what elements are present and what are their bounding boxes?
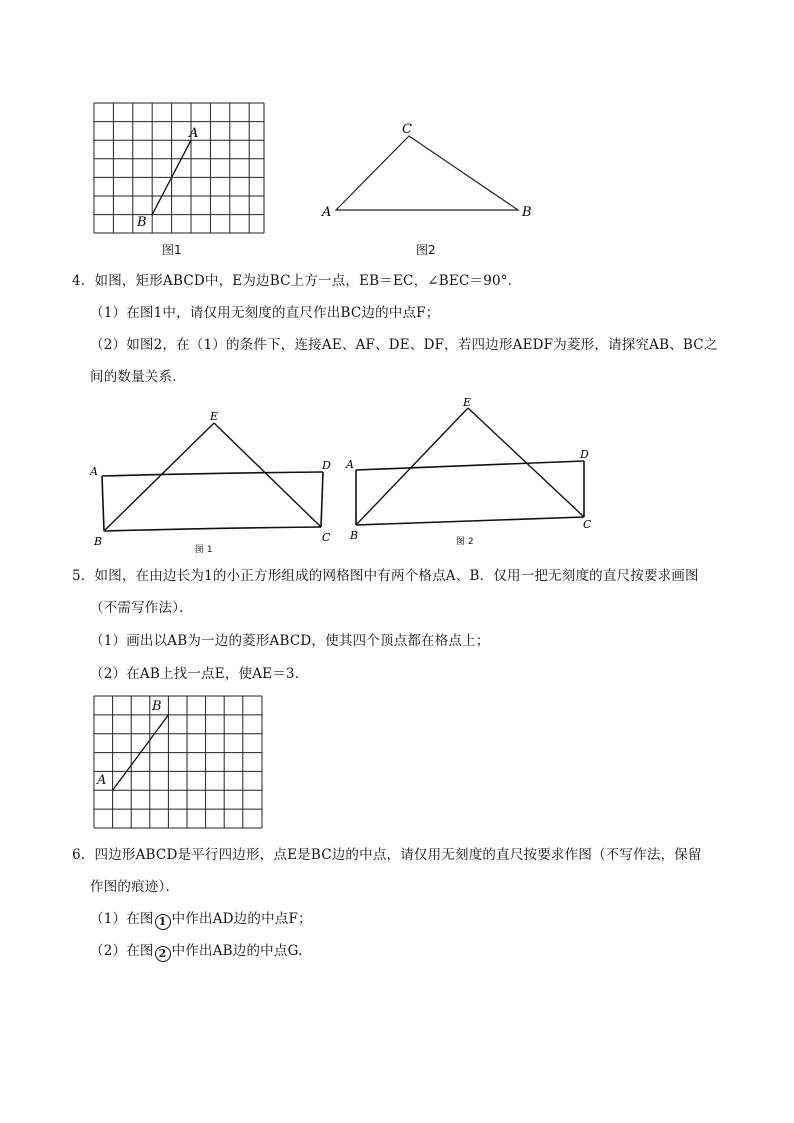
q4f1-label-c: C [322, 531, 331, 544]
q6-part2-circled-number: 2 [155, 946, 171, 962]
q6-part1-circled-number: 1 [155, 914, 171, 930]
q5-grid-figure [90, 693, 270, 833]
q4-part1: （1）在图1中，请仅用无刻度的直尺作出BC边的中点F； [90, 305, 440, 321]
q5-number: 5． [72, 568, 95, 584]
q4f2-label-c: C [583, 518, 592, 531]
q6-part1-post: 中作出AD边的中点F； [171, 911, 312, 927]
q4f2-label-d: D [580, 448, 589, 461]
q6-part2-pre: （2）在图 [90, 943, 154, 959]
q5-stem-line2: （不需写作法）． [90, 600, 193, 616]
q4-figure-2 [344, 394, 594, 544]
q6-number: 6． [72, 847, 95, 863]
top-grid-figure [90, 100, 270, 260]
q5-part2: （2）在AB上找一点E，使AE＝3． [90, 666, 309, 682]
q4-number: 4． [72, 273, 95, 289]
q4f1-label-e: E [210, 410, 219, 423]
q5-label-a: A [97, 773, 107, 788]
triangle-label-a: A [322, 205, 332, 220]
triangle-caption: 图2 [416, 243, 436, 257]
triangle-label-b: B [522, 205, 532, 220]
q6-part2 [90, 941, 303, 962]
q6-stem-line2: 作图的痕迹）． [90, 879, 180, 895]
q6-stem-line1 [72, 845, 702, 865]
q4f2-label-a: A [346, 458, 354, 471]
q5-part1: （1）画出以AB为一边的菱形ABCD，使其四个顶点都在格点上； [90, 633, 490, 649]
q4-fig1-caption: 图 1 [195, 545, 213, 555]
q5-label-b: B [152, 699, 162, 714]
grid1-label-b: B [137, 215, 147, 230]
q6-part2-post: 中作出AB边的中点G. [171, 943, 303, 959]
q4f1-label-b: B [94, 535, 103, 548]
q4-stem [72, 271, 521, 291]
q6-stem-text: 四边形ABCD是平行四边形，点E是BC边的中点，请仅用无刻度的直尺按要求作图（不写作法，保留 [94, 847, 702, 863]
q4-stem-text: 如图，矩形ABCD中，E为边BC上方一点，EB＝EC，∠BEC＝90°． [94, 273, 522, 289]
q5-stem-text: 如图，在由边长为1的小正方形组成的网格图中有两个格点A、B．仅用一把无刻度的直尺按要求画图 [94, 568, 699, 584]
q4-part2-line2: 间的数量关系． [90, 369, 186, 385]
q6-part1 [90, 909, 312, 930]
q4f2-label-e: E [463, 396, 472, 409]
q4-fig2-caption: 图 2 [456, 537, 474, 547]
q4-part2-line1: （2）如图2，在（1）的条件下，连接AE、AF、DE、DF，若四边形AEDF为菱形，请探究AB、BC之 [90, 337, 718, 353]
q6-part1-pre: （1）在图 [90, 911, 154, 927]
q4f1-label-a: A [90, 465, 98, 478]
q4f2-label-b: B [350, 529, 359, 542]
q4-figure-1 [88, 405, 338, 555]
q5-stem-line1 [72, 566, 699, 586]
grid1-label-a: A [189, 126, 199, 141]
grid1-caption: 图1 [162, 243, 182, 257]
q4f1-label-d: D [322, 459, 331, 472]
triangle-label-c: C [402, 122, 412, 137]
triangle-figure [318, 118, 540, 228]
